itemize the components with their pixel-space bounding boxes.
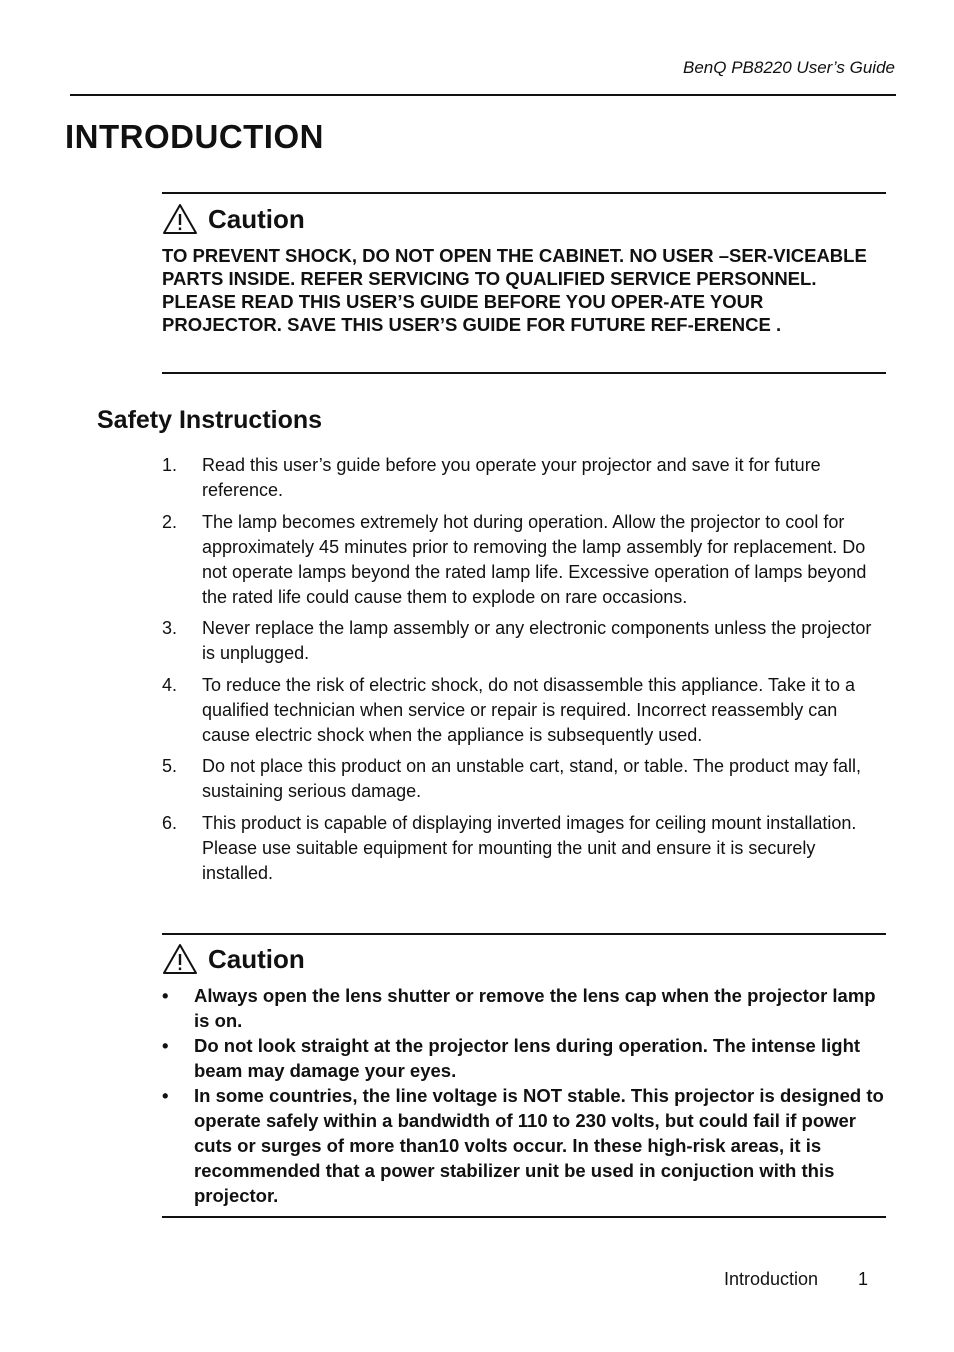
bullet-marker: • [162, 1085, 169, 1106]
running-header: BenQ PB8220 User’s Guide [683, 58, 895, 77]
header-divider [70, 94, 896, 96]
caution-top-rule [162, 192, 886, 194]
chapter-title: INTRODUCTION [65, 118, 324, 155]
item-number: 1. [162, 455, 178, 475]
bullet-item [162, 1083, 886, 1208]
item-number: 2. [162, 511, 178, 532]
list-item [162, 453, 886, 503]
caution-bullet-list [162, 983, 886, 1208]
caution-label: Caution [208, 943, 305, 974]
item-text: Do not place this product on an unstable cart, stand, or table. The product may fall, sustaining serious damage. [202, 756, 862, 801]
bullet-marker: • [162, 985, 169, 1006]
caution-warning-text: TO PREVENT SHOCK, DO NOT OPEN THE CABINET. NO USER –SER-VICEABLE PARTS INSIDE. REFER SERVICING TO QUALIFIED SERVICE PERSONNEL. PLEASE READ THIS USER’S GUIDE BEFORE YOU OPER-ATE YOUR PROJECTOR. SAVE THIS USER’S GUIDE FOR FUTURE REF-ERENCE . [162, 245, 867, 335]
item-text: Never replace the lamp assembly or any electronic components unless the projector is unplugged. [202, 618, 872, 663]
item-number: 4. [162, 674, 178, 695]
item-text: To reduce the risk of electric shock, do not disassemble this appliance. Take it to a qualified technician when service or repair is required. Incorrect reassembly can cause electric shock when the appliance is subsequently used. [202, 674, 856, 745]
list-item [162, 754, 886, 804]
item-text: Read this user’s guide before you operate your projector and save it for future reference. [202, 455, 821, 500]
bullet-item [162, 983, 886, 1033]
warning-triangle-icon [162, 203, 198, 235]
caution-heading [162, 943, 305, 975]
page-number: 1 [858, 1269, 869, 1289]
bullet-text: Do not look straight at the projector lens during operation. The intense light beam may damage your eyes. [194, 1035, 861, 1081]
item-number: 6. [162, 812, 178, 833]
list-item [162, 673, 886, 748]
safety-instructions-list [162, 453, 886, 892]
bullet-item [162, 1033, 886, 1083]
caution-label: Caution [208, 203, 305, 234]
section-title: Safety Instructions [97, 406, 323, 434]
bullet-text: In some countries, the line voltage is NOT stable. This projector is designed to operate safely within a bandwidth of 110 to 230 volts, but could fail if power cuts or surges of more than10 volts occur. In these high-risk areas, it is recommended that a power stabilizer unit be used in conjuction with this projector. [194, 1085, 884, 1206]
item-number: 3. [162, 618, 178, 638]
caution-top-rule [162, 933, 886, 935]
bullet-marker: • [162, 1035, 169, 1056]
caution-bottom-rule [162, 372, 886, 374]
item-number: 5. [162, 756, 178, 776]
list-item [162, 510, 886, 610]
item-text: This product is capable of displaying inverted images for ceiling mount installation. Please use suitable equipment for mounting the unit and ensure it is securely installed. [202, 812, 857, 883]
caution-heading [162, 203, 305, 235]
caution-bottom-rule [162, 1216, 886, 1218]
footer-section-label: Introduction [724, 1269, 819, 1289]
bullet-text: Always open the lens shutter or remove the lens cap when the projector lamp is on. [194, 985, 876, 1031]
list-item [162, 811, 886, 886]
list-item [162, 616, 886, 666]
warning-triangle-icon [162, 943, 198, 975]
item-text: The lamp becomes extremely hot during operation. Allow the projector to cool for approximately 45 minutes prior to removing the lamp assembly for replacement. Do not operate lamps beyond the rated lamp life. Excessive operation of lamps beyond the rated life could cause them to explode on rare occasions. [202, 511, 867, 607]
